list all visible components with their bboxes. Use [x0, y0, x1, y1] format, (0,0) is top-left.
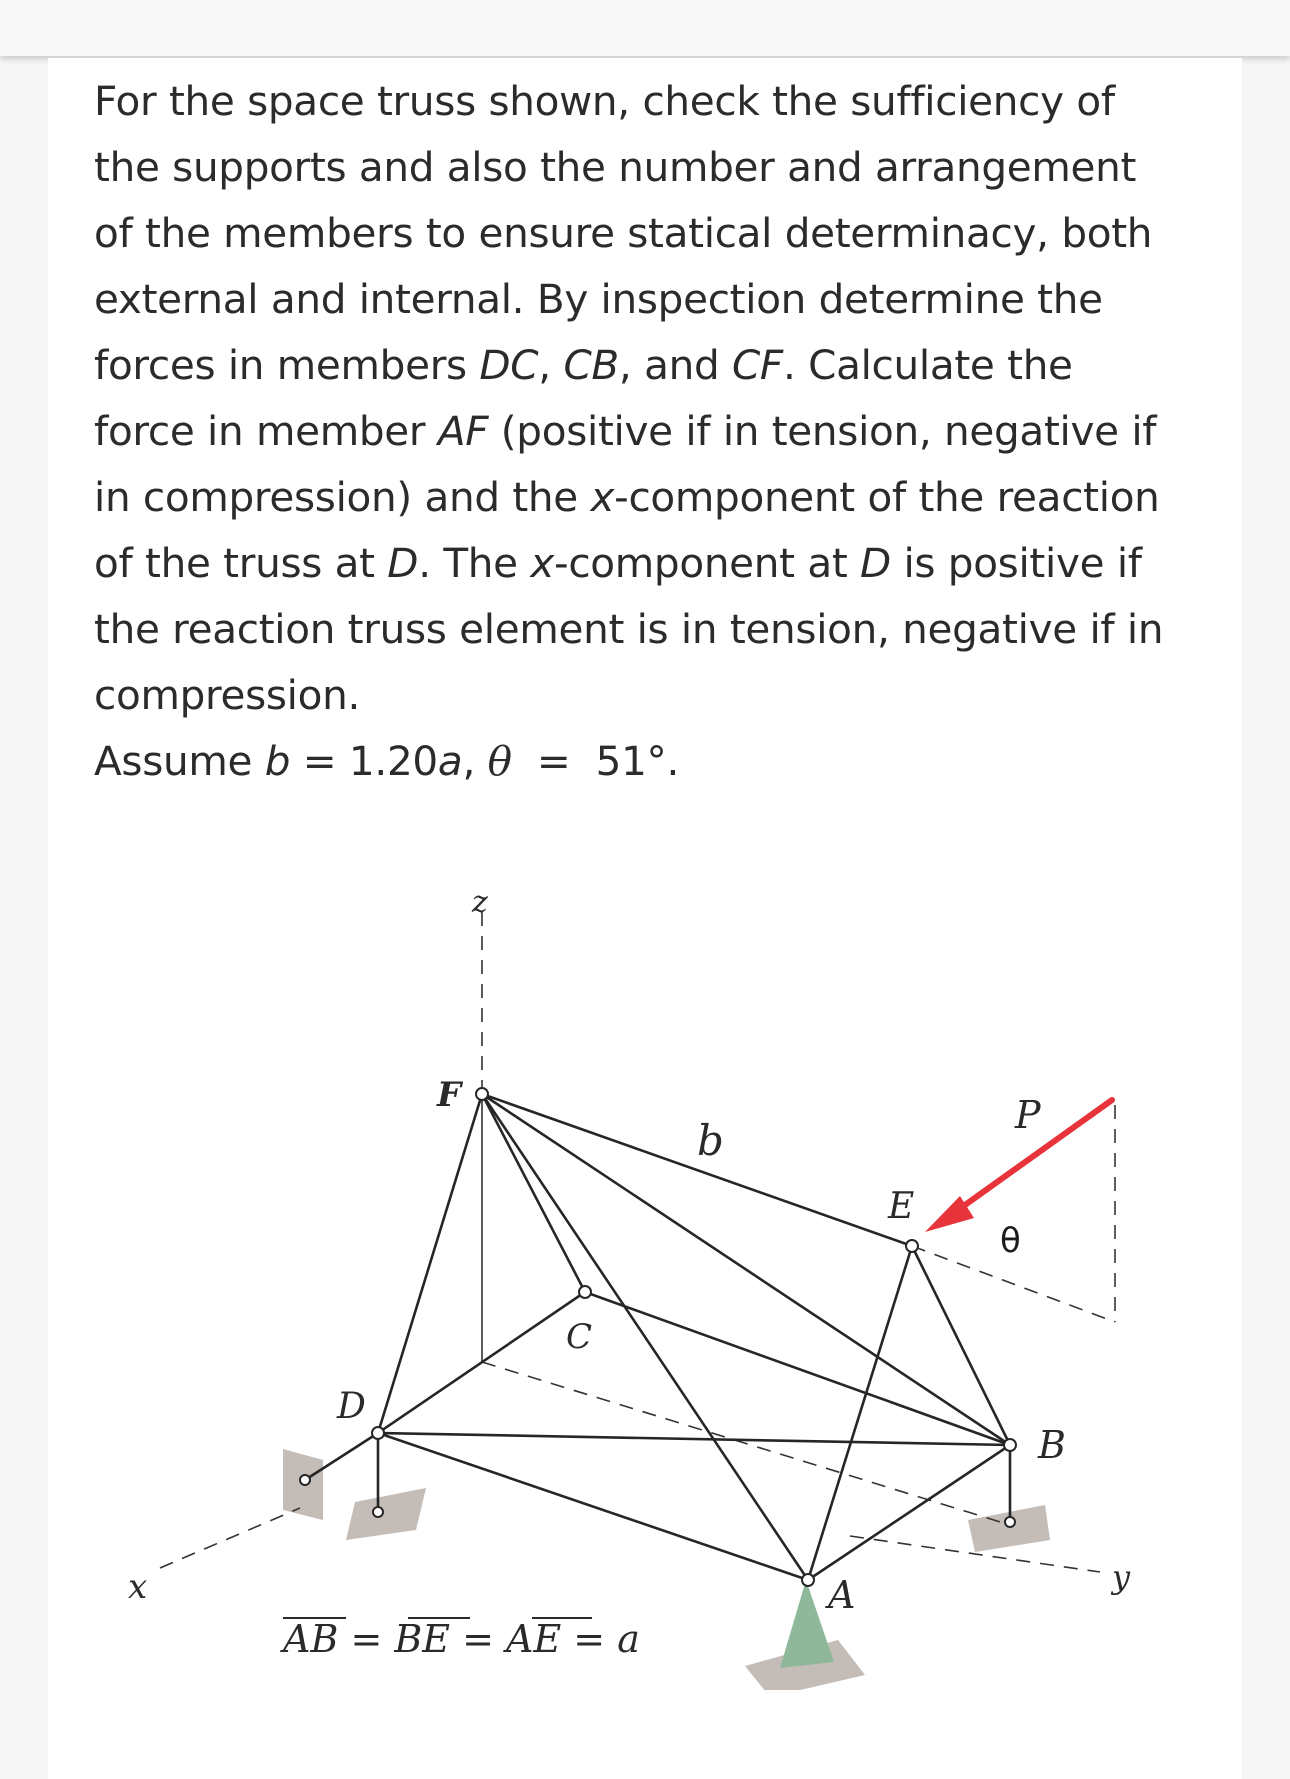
problem-line-2: the supports and also the number and arrangement [94, 143, 1137, 191]
pin-d-support [373, 1507, 383, 1517]
truss-figure [0, 860, 1290, 1690]
text-run: , [462, 737, 488, 785]
x-symbol: x [530, 539, 555, 587]
text-run: = [511, 737, 596, 785]
text-run: = 1.20 [290, 737, 438, 785]
member-da [378, 1433, 808, 1580]
label-f: F [437, 1075, 462, 1115]
b-symbol: b [264, 737, 291, 785]
text-run: is positive if [890, 539, 1142, 587]
text-run: forces in members [94, 341, 480, 389]
pin-b-support [1005, 1517, 1015, 1527]
label-e: E [888, 1186, 915, 1227]
member-db [378, 1433, 1010, 1445]
label-a: A [828, 1573, 856, 1617]
text-run: in compression) and the [94, 473, 591, 521]
a-symbol: a [437, 737, 463, 785]
problem-line-1: For the space truss shown, check the sufficiency of [94, 77, 1115, 125]
label-c: C [566, 1317, 593, 1357]
label-b: b [697, 1116, 724, 1165]
label-y: y [1112, 1558, 1131, 1596]
member-fa [482, 1094, 808, 1580]
x-symbol: x [590, 473, 615, 521]
support-cone-a [780, 1580, 834, 1668]
ground-pad-d [346, 1488, 426, 1540]
point-d: D [387, 539, 419, 587]
problem-line-7 [94, 464, 1214, 530]
top-bar [0, 0, 1290, 56]
text-run: -component at [554, 539, 860, 587]
joint-c [579, 1286, 591, 1298]
assumption-line [94, 728, 1214, 794]
joint-b [1004, 1439, 1016, 1451]
problem-line-4: external and internal. By inspection determine the [94, 275, 1103, 323]
label-d: D [337, 1386, 366, 1427]
problem-statement [94, 68, 1214, 794]
label-z: z [472, 885, 488, 920]
text-run: , [538, 341, 564, 389]
joint-e [906, 1240, 918, 1252]
pin-x-support [300, 1475, 310, 1485]
member-dc: DC [479, 341, 539, 389]
text-run: , and [618, 341, 732, 389]
theta-value: 51°. [595, 737, 680, 785]
label-p: P [1015, 1093, 1041, 1137]
member-cb: CB [563, 341, 619, 389]
problem-line-9: the reaction truss element is in tension, negative if in [94, 605, 1164, 653]
text-run: . Calculate the [782, 341, 1073, 389]
joint-d [372, 1427, 384, 1439]
text-run: Assume [94, 737, 265, 785]
side-length-equation: AB = BE = AE = a [283, 1617, 640, 1661]
member-ab [808, 1445, 1010, 1580]
problem-line-5 [94, 332, 1214, 398]
text-run: (positive if in tension, negative if [488, 407, 1157, 455]
problem-line-10: compression. [94, 671, 361, 719]
problem-line-8 [94, 530, 1214, 596]
joint-f [476, 1088, 488, 1100]
member-fb [482, 1094, 1010, 1445]
member-fd [378, 1094, 482, 1433]
joint-a [802, 1574, 814, 1586]
member-af: AF [437, 407, 489, 455]
member-ea [808, 1246, 912, 1580]
label-theta: θ [1000, 1221, 1021, 1261]
theta-symbol: θ [487, 737, 512, 785]
text-run: force in member [94, 407, 438, 455]
point-d: D [860, 539, 891, 587]
problem-line-3: of the members to ensure statical determinacy, both [94, 209, 1153, 257]
text-run: of the truss at [94, 539, 388, 587]
label-x: x [128, 1567, 148, 1607]
label-b-joint: B [1038, 1423, 1066, 1467]
x-axis [160, 1508, 300, 1568]
support-link-x [305, 1433, 378, 1480]
text-run: -component of the reaction [614, 473, 1160, 521]
text-run: . The [418, 539, 531, 587]
problem-line-6 [94, 398, 1214, 464]
truss-diagram [0, 860, 1290, 1690]
member-cf: CF [731, 341, 783, 389]
